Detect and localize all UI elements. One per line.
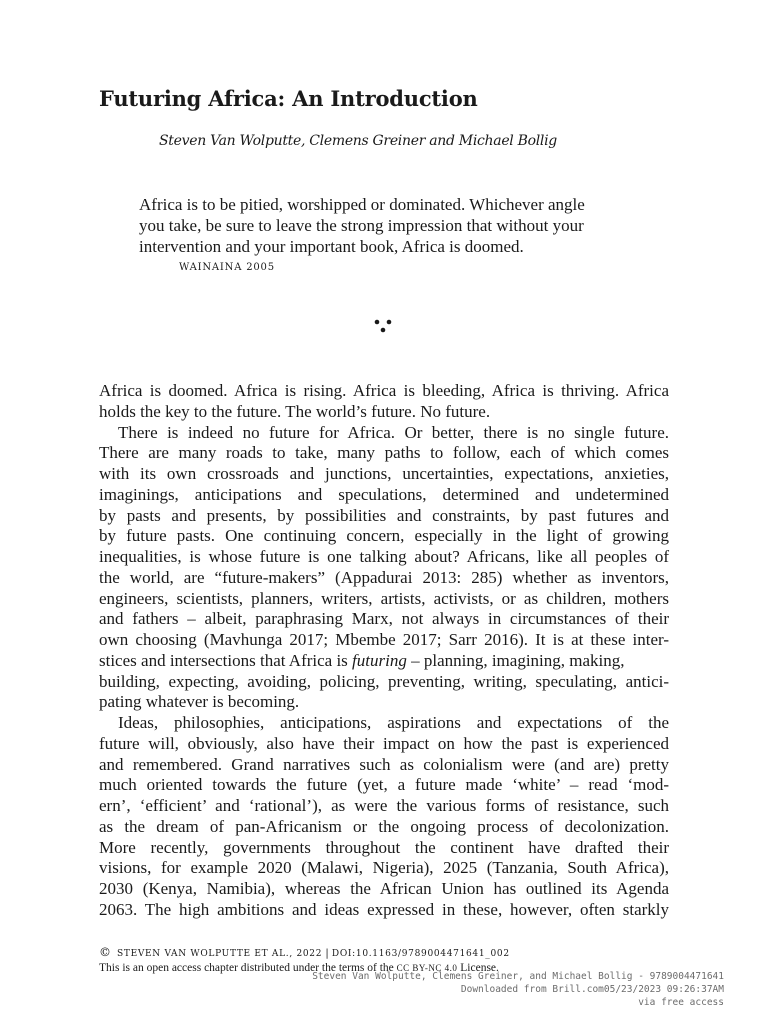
text-line: with its own crossroads and junctions, uncertainties, expectations, anxieties, [99, 464, 669, 483]
text-line: and remembered. Grand narratives such as colonialism were (and are) pretty [99, 754, 669, 774]
text-line: and fathers – albeit, paraphrasing Marx, not always in circumstances of their [99, 609, 669, 629]
text-line: the world, are “future-makers” (Appadurai 2013: 285) whether as inventors, [99, 567, 669, 587]
three-dot-ornament-icon [372, 318, 394, 334]
body-text [99, 381, 669, 921]
watermark-line: via free access [638, 997, 724, 1008]
text-line: inequalities, is whose future is one talking about? Africans, like all peoples of [99, 547, 669, 566]
copyright-holder: STEVEN VAN WOLPUTTE ET AL., 2022 [117, 949, 323, 959]
text-line: by future pasts. One continuing concern, especially in the light of growing [99, 526, 669, 546]
footer-separator: | [325, 948, 329, 959]
epigraph-line: intervention and your important book, Africa is doomed. [139, 237, 524, 256]
epigraph-line: Africa is to be pitied, worshipped or dominated. Whichever angle [139, 195, 585, 214]
text-line: 2030 (Kenya, Namibia), whereas the African Union has outlined its Agenda [99, 879, 669, 898]
text-line: visions, for example 2020 (Malawi, Nigeria), 2025 (Tanzania, South Africa), [99, 858, 669, 878]
watermark-line: Steven Van Wolputte, Clemens Greiner, and Michael Bollig - 9789004471641 [312, 971, 724, 982]
license-text: This is an open access chapter distributed under the terms of the [99, 962, 397, 974]
text-line: There are many roads to take, many paths to follow, each of which comes [99, 443, 669, 463]
text-line: own choosing (Mavhunga 2017; Mbembe 2017; Sarr 2016). It is at these inter- [99, 630, 669, 649]
chapter-title: Futuring Africa: An Introduction [99, 86, 478, 111]
watermark-line: Downloaded from Brill.com05/23/2023 09:26:37AM [460, 984, 724, 995]
license-link[interactable]: CC BY-NC 4.0 [396, 963, 458, 973]
text-line: ern’, ‘efficient’ and ‘rational’), as were the various forms of resistance, such [99, 796, 669, 815]
emphasis-futuring: futuring [352, 650, 407, 670]
text-run: – planning, imagining, making, [406, 650, 625, 670]
epigraph [139, 194, 639, 257]
text-line: 2063. The high ambitions and ideas expressed in these, however, often starkly [99, 899, 669, 919]
text-line: building, expecting, avoiding, policing, preventing, writing, speculating, antici- [99, 671, 669, 691]
footer-copyright [99, 945, 510, 959]
text-line: future will, obviously, also have their impact on how the past is experienced [99, 733, 669, 753]
text-line: by pasts and presents, by possibilities and constraints, by past futures and [99, 505, 669, 525]
chapter-authors: Steven Van Wolputte, Clemens Greiner and Michael Bollig [159, 133, 557, 149]
text-line: holds the key to the future. The world’s future. No future. [99, 401, 491, 421]
download-watermark [312, 970, 724, 1009]
text-line: Ideas, philosophies, anticipations, aspirations and expectations of the [118, 713, 669, 732]
text-line: much oriented towards the future (yet, a future made ‘white’ – read ‘mod- [99, 775, 669, 795]
text-line: engineers, scientists, planners, writers, artists, activists, or as children, mothers [99, 588, 669, 608]
text-line: imaginings, anticipations and speculations, determined and undetermined [99, 484, 669, 504]
epigraph-line: you take, be sure to leave the strong impression that without your [139, 216, 584, 235]
text-line: Africa is doomed. Africa is rising. Africa is bleeding, Africa is thriving. Africa [99, 381, 669, 400]
copyright-symbol: © [99, 945, 111, 959]
text-line: pating whatever is becoming. [99, 692, 300, 712]
text-line: More recently, governments throughout the continent have drafted their [99, 837, 669, 857]
license-text-end: License. [457, 962, 499, 974]
text-run: stices and intersections that Africa is [99, 650, 353, 670]
text-line-futuring [99, 651, 669, 672]
epigraph-source: WAINAINA 2005 [179, 262, 275, 273]
doi-link[interactable]: DOI:10.1163/9789004471641_002 [331, 949, 510, 959]
text-line: as the dream of pan-Africanism or the ongoing process of decolonization. [99, 816, 669, 836]
text-line: There is indeed no future for Africa. Or better, there is no single future. [118, 422, 669, 442]
